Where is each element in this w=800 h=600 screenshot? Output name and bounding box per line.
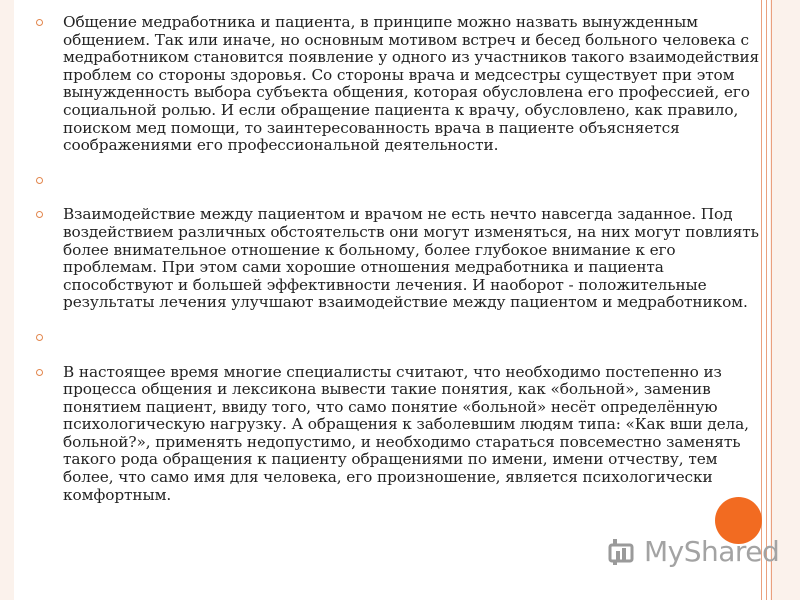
paragraph-2-empty — [36, 172, 760, 190]
paragraph-4-empty — [36, 329, 760, 347]
slide-left-margin — [0, 0, 14, 600]
myshared-watermark — [608, 535, 779, 568]
frame-line — [761, 0, 762, 600]
bullet-circle-icon — [36, 211, 43, 218]
paragraph-text: Взаимодействие между пациентом и врачом не есть нечто навсегда заданное. Под воздействием различных обстоятельств они могут изменяться, на них могут повлиять более внимательное отношение к больному, более глубокое внимание к его проблемам. При этом сами хорошие отношения медработника и пациента способствуют и большей эффективности лечения. И наоборот - положительные результаты лечения улучшают взаимодействие между пациентом и медработником. — [63, 205, 759, 312]
slide-right-margin — [770, 0, 800, 600]
paragraph-text: В настоящее время многие специалисты считают, что необходимо постепенно из процесса общения и лексикона вывести такие понятия, как «больной», заменив понятием пациент, ввиду того, что само понятие «больной» несёт определённую психологическую нагрузку. А обращения к заболевшим людям типа: «Как вши дела, больной?», применять недопустимо, и необходимо стараться повсеместно заменять такого рода обращения к пациенту обращениями по имени, имени отчеству, тем более, что само имя для человека, его произношение, является психологически комфортным. — [63, 362, 749, 504]
bullet-circle-icon — [36, 334, 43, 341]
paragraph-1 — [36, 14, 760, 155]
bullet-circle-icon — [36, 369, 43, 376]
frame-line — [766, 0, 767, 600]
paragraph-3 — [36, 206, 760, 312]
bullet-circle-icon — [36, 177, 43, 184]
slide-body — [36, 14, 760, 504]
watermark-text: MyShared — [644, 535, 780, 568]
paragraph-5 — [36, 364, 760, 505]
paragraph-text: Общение медработника и пациента, в принципе можно назвать вынужденным общением. Так или иначе, но основным мотивом встреч и бесед больного человека с медработником становится появление у одного из участников такого взаимодействия проблем со стороны здоровья. Со стороны врача и медсестры существует при этом вынужденность выбора субъекта общения, которая обусловлена его профессией, его социальной ролью. И если обращение пациента к врачу, обусловлено, как правило, поиском мед помощи, то заинтересованность врача в пациенте объясняется соображениями его профессиональной деятельности. — [63, 13, 760, 155]
bullet-circle-icon — [36, 19, 43, 26]
frame-line — [771, 0, 772, 600]
myshared-logo-icon — [608, 537, 638, 567]
